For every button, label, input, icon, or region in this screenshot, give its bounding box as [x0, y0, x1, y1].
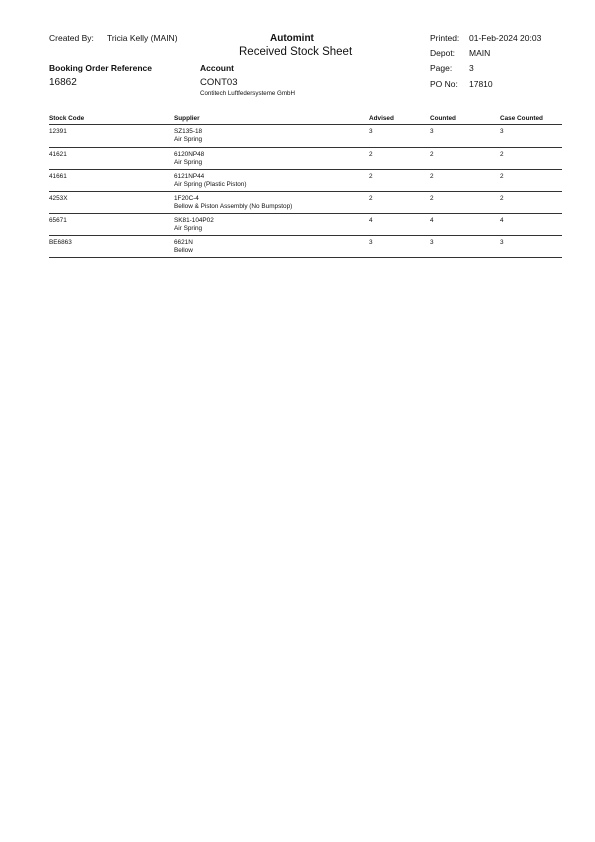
row-stock-code: BE6863	[49, 239, 72, 246]
printed-value: 01-Feb-2024 20:03	[469, 33, 542, 43]
created-by-value: Tricia Kelly (MAIN)	[107, 33, 178, 43]
row-description: Bellow	[174, 247, 193, 254]
row-description: Air Spring	[174, 159, 203, 166]
row-advised: 2	[369, 151, 373, 158]
row-stock-code: 41621	[49, 151, 67, 158]
col-header-stock-code: Stock Code	[49, 115, 85, 122]
col-header-advised: Advised	[369, 115, 394, 122]
account-label: Account	[200, 63, 234, 73]
row-advised: 3	[369, 239, 373, 246]
row-divider	[49, 257, 562, 258]
row-case-counted: 2	[500, 195, 504, 202]
row-case-counted: 3	[500, 239, 504, 246]
row-advised: 2	[369, 173, 373, 180]
row-description: Bellow & Piston Assembly (No Bumpstop)	[174, 203, 293, 210]
booking-ref-label: Booking Order Reference	[49, 63, 152, 73]
row-counted: 2	[430, 151, 434, 158]
row-stock-code: 41661	[49, 173, 67, 180]
row-supplier-code: 1F20C-4	[174, 195, 199, 202]
po-value: 17810	[469, 79, 493, 89]
col-header-case-counted: Case Counted	[500, 115, 543, 122]
row-counted: 3	[430, 128, 434, 135]
header-divider	[49, 124, 562, 125]
row-counted: 3	[430, 239, 434, 246]
printed-label: Printed:	[430, 33, 460, 43]
po-label: PO No:	[430, 79, 458, 89]
row-supplier-code: 6621N	[174, 239, 193, 246]
page-label: Page:	[430, 63, 453, 73]
row-case-counted: 3	[500, 128, 504, 135]
row-divider	[49, 235, 562, 236]
row-supplier-code: 6121NP44	[174, 173, 205, 180]
row-advised: 2	[369, 195, 373, 202]
col-header-counted: Counted	[430, 115, 456, 122]
row-supplier-code: 6120NP48	[174, 151, 205, 158]
row-case-counted: 2	[500, 151, 504, 158]
document-title: Received Stock Sheet	[239, 46, 353, 58]
account-name: Contitech Luftfedersysteme GmbH	[200, 90, 295, 97]
created-by-label: Created By:	[49, 33, 94, 43]
row-stock-code: 65671	[49, 217, 67, 224]
row-divider	[49, 169, 562, 170]
row-case-counted: 4	[500, 217, 504, 224]
row-counted: 4	[430, 217, 434, 224]
col-header-supplier: Supplier	[174, 115, 200, 122]
row-description: Air Spring (Plastic Piston)	[174, 181, 247, 188]
row-case-counted: 2	[500, 173, 504, 180]
row-advised: 3	[369, 128, 373, 135]
row-supplier-code: SZ135-18	[174, 128, 203, 135]
row-advised: 4	[369, 217, 373, 224]
account-code: CONT03	[200, 77, 238, 88]
depot-value: MAIN	[469, 48, 491, 58]
page-value: 3	[469, 63, 474, 73]
row-description: Air Spring	[174, 136, 203, 143]
row-supplier-code: SK81-104P02	[174, 217, 214, 224]
company-name: Automint	[270, 33, 314, 44]
row-divider	[49, 147, 562, 148]
row-divider	[49, 191, 562, 192]
booking-ref-value: 16862	[49, 77, 77, 88]
row-divider	[49, 213, 562, 214]
depot-label: Depot:	[430, 48, 456, 58]
row-stock-code: 12391	[49, 128, 67, 135]
row-stock-code: 4253X	[49, 195, 68, 202]
row-counted: 2	[430, 195, 434, 202]
row-counted: 2	[430, 173, 434, 180]
row-description: Air Spring	[174, 225, 203, 232]
